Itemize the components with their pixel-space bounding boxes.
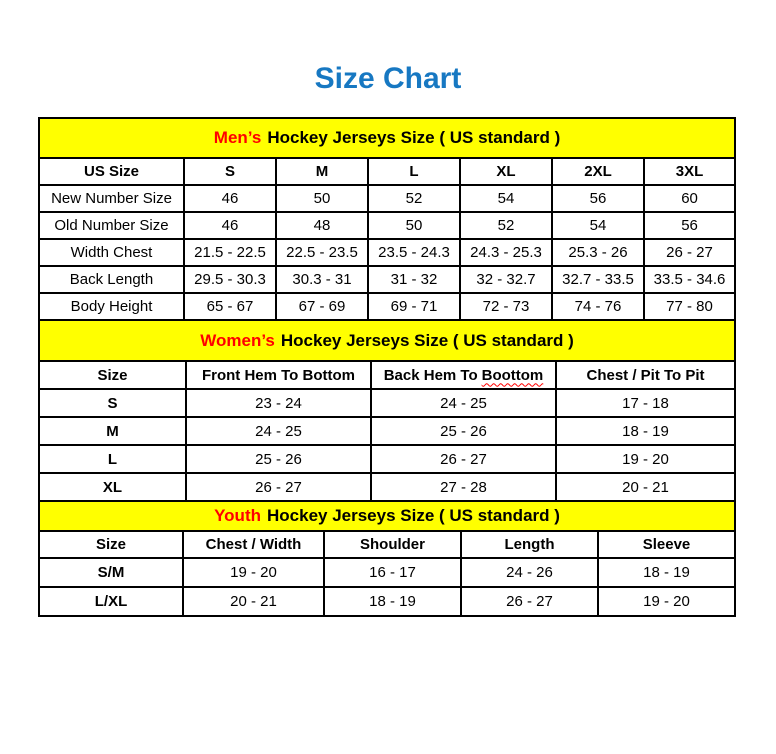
womens-size-table	[38, 319, 736, 502]
value-cell: 48	[276, 212, 368, 239]
womens-banner-row	[39, 320, 735, 361]
value-cell: 56	[644, 212, 735, 239]
row-label: S/M	[39, 558, 183, 587]
value-cell: 52	[368, 185, 460, 212]
table-row	[39, 389, 735, 417]
value-cell: 24.3 - 25.3	[460, 239, 552, 266]
value-cell: 19 - 20	[556, 445, 735, 473]
value-cell: 69 - 71	[368, 293, 460, 320]
value-cell: 18 - 19	[598, 558, 735, 587]
row-label: Width Chest	[39, 239, 184, 266]
value-cell: 24 - 26	[461, 558, 598, 587]
col-header: M	[276, 158, 368, 185]
misspelled-word: Boottom	[481, 366, 544, 384]
value-cell: 50	[368, 212, 460, 239]
value-cell: 16 - 17	[324, 558, 461, 587]
table-row	[39, 587, 735, 616]
value-cell: 54	[552, 212, 644, 239]
mens-banner-row	[39, 118, 735, 158]
value-cell: 19 - 20	[598, 587, 735, 616]
value-cell: 32 - 32.7	[460, 266, 552, 293]
table-row	[39, 185, 735, 212]
col-header: XL	[460, 158, 552, 185]
value-cell: 72 - 73	[460, 293, 552, 320]
value-cell: 31 - 32	[368, 266, 460, 293]
table-row	[39, 239, 735, 266]
col-header: Chest / Pit To Pit	[556, 361, 735, 389]
col-header: Size	[39, 531, 183, 558]
youth-size-table	[38, 500, 736, 617]
value-cell: 26 - 27	[461, 587, 598, 616]
youth-banner	[39, 501, 735, 531]
col-header: S	[184, 158, 276, 185]
value-cell: 27 - 28	[371, 473, 556, 501]
value-cell: 20 - 21	[183, 587, 324, 616]
col-header: Front Hem To Bottom	[186, 361, 371, 389]
col-header-text: Back Hem To	[383, 366, 478, 384]
col-header: Chest / Width	[183, 531, 324, 558]
value-cell: 25 - 26	[186, 445, 371, 473]
value-cell: 65 - 67	[184, 293, 276, 320]
youth-banner-text: Hockey Jerseys Size ( US standard )	[267, 506, 560, 525]
page-title: Size Chart	[314, 62, 462, 95]
value-cell: 30.3 - 31	[276, 266, 368, 293]
value-cell: 26 - 27	[186, 473, 371, 501]
table-row	[39, 293, 735, 320]
value-cell: 18 - 19	[324, 587, 461, 616]
row-label: XL	[39, 473, 186, 501]
value-cell: 23 - 24	[186, 389, 371, 417]
value-cell: 33.5 - 34.6	[644, 266, 735, 293]
size-chart	[38, 117, 734, 617]
value-cell: 26 - 27	[371, 445, 556, 473]
col-header: Length	[461, 531, 598, 558]
value-cell: 26 - 27	[644, 239, 735, 266]
value-cell: 19 - 20	[183, 558, 324, 587]
col-header: 2XL	[552, 158, 644, 185]
value-cell: 54	[460, 185, 552, 212]
row-label: Back Length	[39, 266, 184, 293]
table-row	[39, 417, 735, 445]
value-cell: 77 - 80	[644, 293, 735, 320]
youth-header-row	[39, 531, 735, 558]
value-cell: 21.5 - 22.5	[184, 239, 276, 266]
value-cell: 52	[460, 212, 552, 239]
col-header: 3XL	[644, 158, 735, 185]
table-row	[39, 473, 735, 501]
value-cell: 24 - 25	[186, 417, 371, 445]
womens-banner-highlight: Women’s	[200, 330, 275, 350]
col-header: Sleeve	[598, 531, 735, 558]
col-header: L	[368, 158, 460, 185]
table-row	[39, 212, 735, 239]
row-label: Old Number Size	[39, 212, 184, 239]
value-cell: 20 - 21	[556, 473, 735, 501]
value-cell: 56	[552, 185, 644, 212]
row-label: M	[39, 417, 186, 445]
value-cell: 74 - 76	[552, 293, 644, 320]
value-cell: 50	[276, 185, 368, 212]
col-header: US Size	[39, 158, 184, 185]
youth-banner-row	[39, 501, 735, 531]
row-label: S	[39, 389, 186, 417]
womens-banner	[39, 320, 735, 361]
value-cell: 46	[184, 185, 276, 212]
mens-banner-highlight: Men’s	[213, 128, 262, 147]
row-label: Body Height	[39, 293, 184, 320]
value-cell: 25.3 - 26	[552, 239, 644, 266]
youth-banner-highlight: Youth	[214, 506, 261, 525]
value-cell: 22.5 - 23.5	[276, 239, 368, 266]
mens-size-table	[38, 117, 736, 321]
value-cell: 60	[644, 185, 735, 212]
value-cell: 17 - 18	[556, 389, 735, 417]
value-cell: 46	[184, 212, 276, 239]
mens-banner-text: Hockey Jerseys Size ( US standard )	[267, 128, 561, 147]
row-label: L	[39, 445, 186, 473]
womens-banner-text: Hockey Jerseys Size ( US standard )	[280, 330, 574, 350]
row-label: New Number Size	[39, 185, 184, 212]
table-row	[39, 445, 735, 473]
mens-header-row	[39, 158, 735, 185]
value-cell: 18 - 19	[556, 417, 735, 445]
womens-header-row	[39, 361, 735, 389]
mens-banner	[39, 118, 735, 158]
value-cell: 25 - 26	[371, 417, 556, 445]
value-cell: 32.7 - 33.5	[552, 266, 644, 293]
col-header: Size	[39, 361, 186, 389]
value-cell: 24 - 25	[371, 389, 556, 417]
value-cell: 67 - 69	[276, 293, 368, 320]
table-row	[39, 558, 735, 587]
col-header: Shoulder	[324, 531, 461, 558]
value-cell: 23.5 - 24.3	[368, 239, 460, 266]
col-header	[371, 361, 556, 389]
value-cell: 29.5 - 30.3	[184, 266, 276, 293]
row-label: L/XL	[39, 587, 183, 616]
table-row	[39, 266, 735, 293]
